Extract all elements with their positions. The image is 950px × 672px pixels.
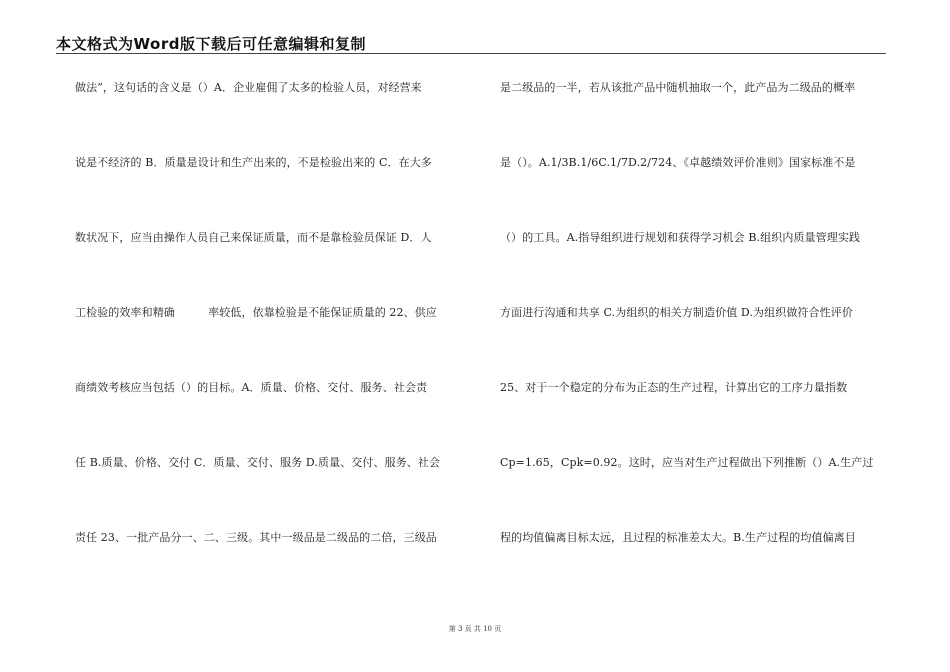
text-line: 数状况下，应当由操作人员自己来保证质量，而不是靠检验员保证 D．人 [75, 231, 432, 244]
text-line: 说是不经济的 B．质量是设计和生产出来的，不是检验出来的 C．在大多 [75, 156, 432, 169]
text-line: 是二级品的一半，若从该批产品中随机抽取一个，此产品为二级品的概率 [500, 81, 856, 94]
text-line: 工检验的效率和精确 率较低，依靠检验是不能保证质量的 22、供应 [75, 306, 437, 319]
page-number-footer: 第 3 页 共 10 页 [448, 625, 502, 633]
text-line: 做法”，这句话的含义是（）A．企业雇佣了太多的检验人员，对经营来 [75, 81, 422, 94]
document-header-title: 本文格式为Word版下载后可任意编辑和复制 [56, 35, 366, 53]
text-line: 25、对于一个稳定的分布为正态的生产过程，计算出它的工序力量指数 [500, 381, 848, 394]
text-line: 是（）。A.1/3B.1/6C.1/7D.2/724、《卓越绩效评价准则》国家标准不是 [500, 156, 856, 169]
text-line: 程的均值偏离目标太远，且过程的标准差太大。B.生产过程的均值偏离目 [500, 531, 856, 544]
header-divider [56, 53, 886, 54]
text-line: 责任 23、一批产品分一、二、三级。其中一级品是二级品的二倍，三级品 [75, 531, 437, 544]
text-line: 商绩效考核应当包括（）的目标。A．质量、价格、交付、服务、社会责 [75, 381, 428, 394]
text-line: （）的工具。A.指导组织进行规划和获得学习机会 B.组织内质量管理实践 [500, 231, 861, 244]
text-line: 方面进行沟通和共享 C.为组织的相关方制造价值 D.为组织做符合性评价 [500, 306, 853, 319]
text-line: 任 B.质量、价格、交付 C．质量、交付、服务 D.质量、交付、服务、社会 [75, 456, 441, 469]
text-line: Cp=1.65，Cpk=0.92。这时，应当对生产过程做出下列推断（）A.生产过 [500, 456, 874, 469]
